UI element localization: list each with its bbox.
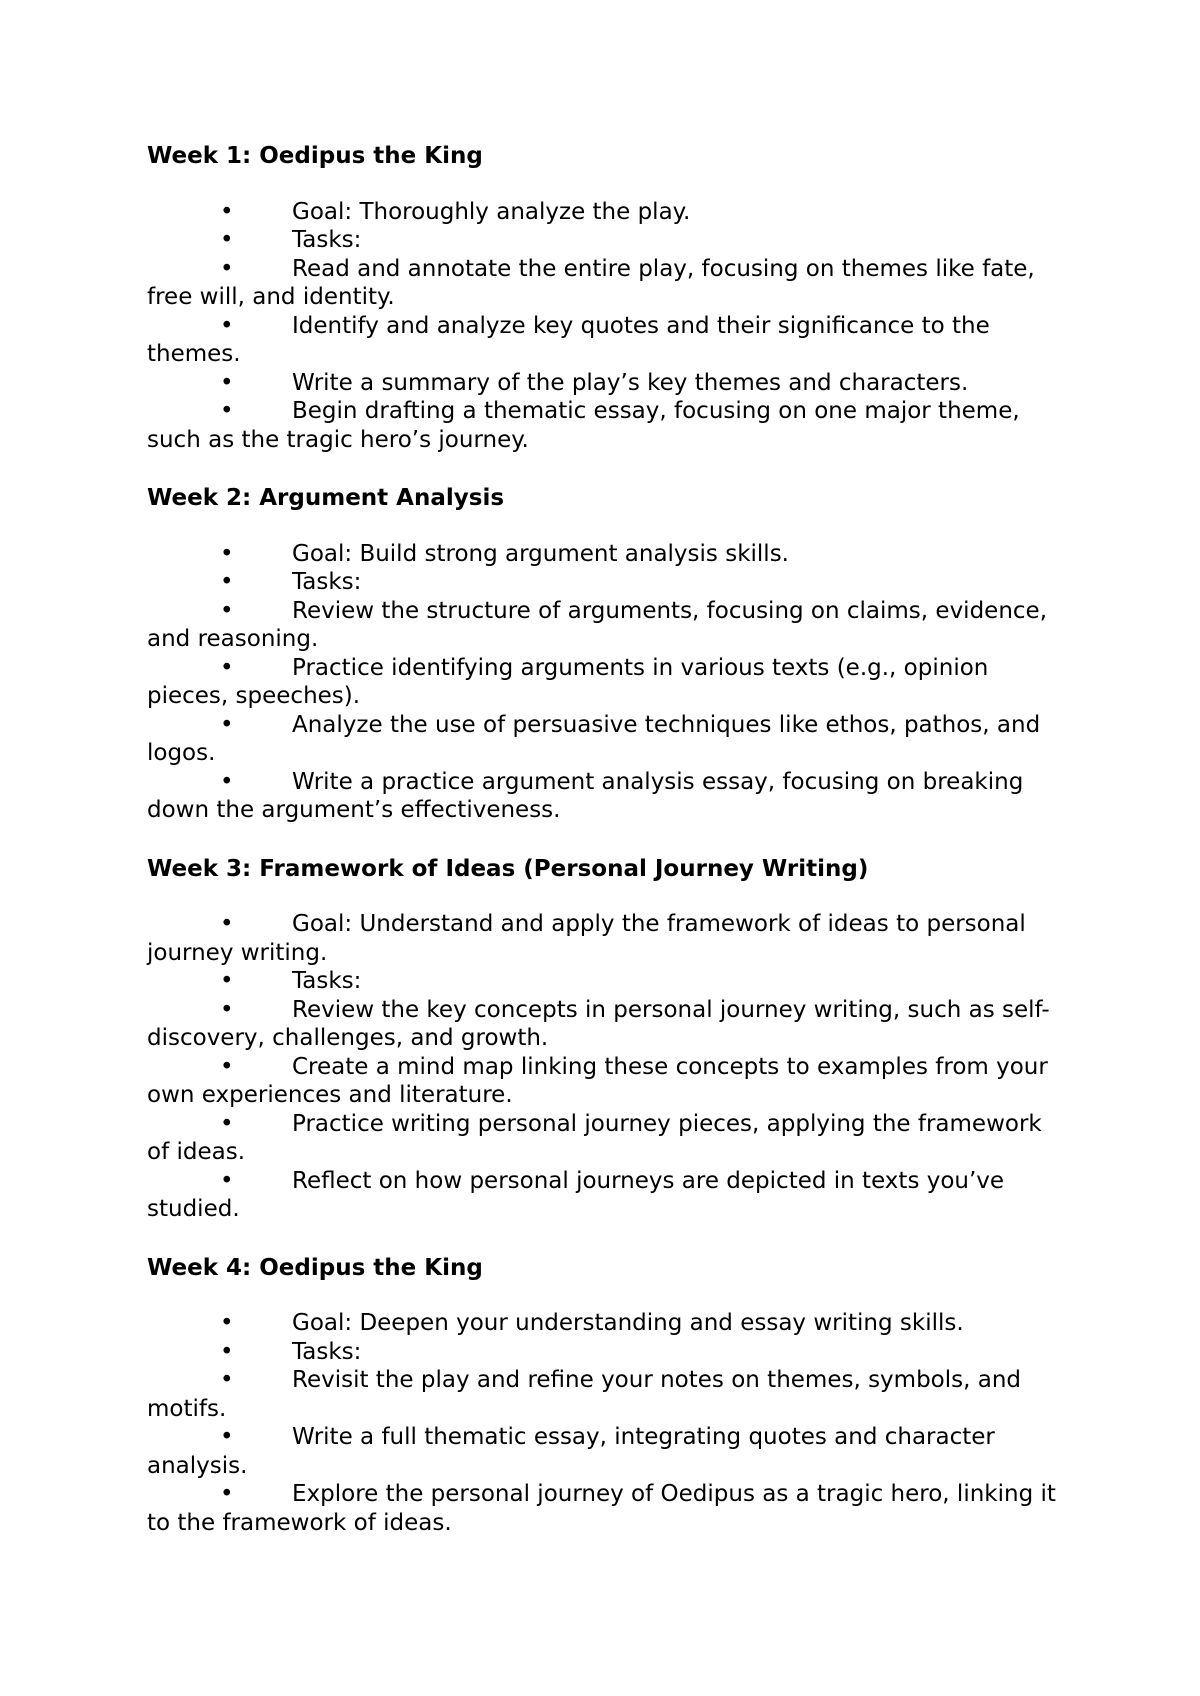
list-item	[147, 397, 1067, 454]
list-item	[147, 910, 1067, 967]
bullet-icon: •	[220, 968, 234, 994]
list-item	[147, 1423, 1067, 1480]
list-item-text: Review the structure of arguments, focusing on claims, evidence, and reasoning.	[147, 597, 1048, 652]
list-item-text: Write a practice argument analysis essay, focusing on breaking down the argument’s effectiveness.	[147, 768, 1024, 823]
list-item	[147, 967, 1067, 996]
list-item-text: Practice identifying arguments in various texts (e.g., opinion pieces, speeches).	[147, 654, 989, 709]
week-1-section	[147, 142, 1067, 454]
bullet-icon: •	[220, 198, 234, 225]
list-item	[147, 1366, 1067, 1423]
list-item	[147, 1338, 1067, 1367]
list-item	[147, 369, 1067, 398]
bullet-icon: •	[220, 996, 234, 1023]
list-item	[147, 711, 1067, 768]
bullet-icon: •	[220, 711, 234, 738]
week-heading: Week 1: Oedipus the King	[147, 143, 483, 169]
list-item-text: Create a mind map linking these concepts to examples from your own experiences and literature.	[147, 1053, 1048, 1108]
list-item-text: Review the key concepts in personal journey writing, such as self-discovery, challenges, and growth.	[147, 996, 1050, 1051]
list-item	[147, 1053, 1067, 1110]
bullet-icon: •	[220, 312, 234, 339]
week-4-section	[147, 1254, 1067, 1538]
list-item-text: Write a summary of the play’s key themes and characters.	[292, 369, 969, 396]
bullet-icon: •	[220, 398, 234, 424]
bullet-icon: •	[220, 227, 234, 253]
list-item-text: Goal: Build strong argument analysis skills.	[292, 540, 789, 567]
bullet-icon: •	[220, 1424, 234, 1450]
bullet-icon: •	[220, 540, 234, 567]
list-item-text: Goal: Understand and apply the framework of ideas to personal journey writing.	[147, 911, 1026, 966]
bullet-icon: •	[220, 255, 234, 282]
bullet-icon: •	[220, 1310, 234, 1336]
bullet-icon: •	[220, 654, 234, 681]
week-heading: Week 2: Argument Analysis	[147, 485, 505, 511]
bullet-icon: •	[220, 1053, 234, 1080]
bullet-icon: •	[220, 1167, 234, 1194]
list-item	[147, 597, 1067, 654]
list-item	[147, 996, 1067, 1053]
list-item-text: Analyze the use of persuasive techniques like ethos, pathos, and logos.	[147, 711, 1041, 766]
list-item	[147, 255, 1067, 312]
list-item-text: Goal: Thoroughly analyze the play.	[292, 198, 691, 225]
list-item	[147, 312, 1067, 369]
week-heading: Week 3: Framework of Ideas (Personal Journey Writing)	[147, 855, 869, 882]
bullet-icon: •	[220, 1367, 234, 1393]
list-item-text: Explore the personal journey of Oedipus as a tragic hero, linking it to the framework of ideas.	[147, 1481, 1056, 1536]
list-item-text: Begin drafting a thematic essay, focusing on one major theme, such as the tragic hero’s journey.	[147, 398, 1020, 453]
list-item-text: Identify and analyze key quotes and their significance to the themes.	[147, 312, 990, 367]
list-item-text: Tasks:	[292, 1338, 362, 1365]
bullet-icon: •	[220, 911, 234, 937]
bullet-icon: •	[220, 569, 234, 595]
list-item-text: Reflect on how personal journeys are depicted in texts you’ve studied.	[147, 1167, 1005, 1222]
list-item-text: Revisit the play and refine your notes on themes, symbols, and motifs.	[147, 1367, 1022, 1422]
list-item-text: Tasks:	[292, 968, 362, 994]
list-item	[147, 540, 1067, 569]
week-2-section	[147, 484, 1067, 825]
list-item	[147, 1480, 1067, 1537]
bullet-icon: •	[220, 369, 234, 396]
list-item	[147, 568, 1067, 597]
list-item-text: Practice writing personal journey pieces, applying the framework of ideas.	[147, 1110, 1042, 1165]
list-item-text: Tasks:	[292, 569, 362, 595]
bullet-icon: •	[220, 1481, 234, 1507]
list-item	[147, 226, 1067, 255]
week-3-section	[147, 855, 1067, 1224]
list-item	[147, 1309, 1067, 1338]
bullet-icon: •	[220, 768, 234, 795]
bullet-icon: •	[220, 597, 234, 624]
list-item	[147, 654, 1067, 711]
bullet-icon: •	[220, 1110, 234, 1137]
list-item	[147, 768, 1067, 825]
document-content	[147, 142, 1067, 1567]
list-item	[147, 1110, 1067, 1167]
list-item	[147, 198, 1067, 227]
list-item	[147, 1167, 1067, 1224]
week-heading: Week 4: Oedipus the King	[147, 1254, 483, 1281]
list-item-text: Write a full thematic essay, integrating quotes and character analysis.	[147, 1424, 995, 1479]
bullet-icon: •	[220, 1338, 234, 1365]
list-item-text: Tasks:	[292, 227, 362, 253]
list-item-text: Goal: Deepen your understanding and essay writing skills.	[292, 1310, 964, 1336]
list-item-text: Read and annotate the entire play, focusing on themes like fate, free will, and identity.	[147, 255, 1035, 310]
